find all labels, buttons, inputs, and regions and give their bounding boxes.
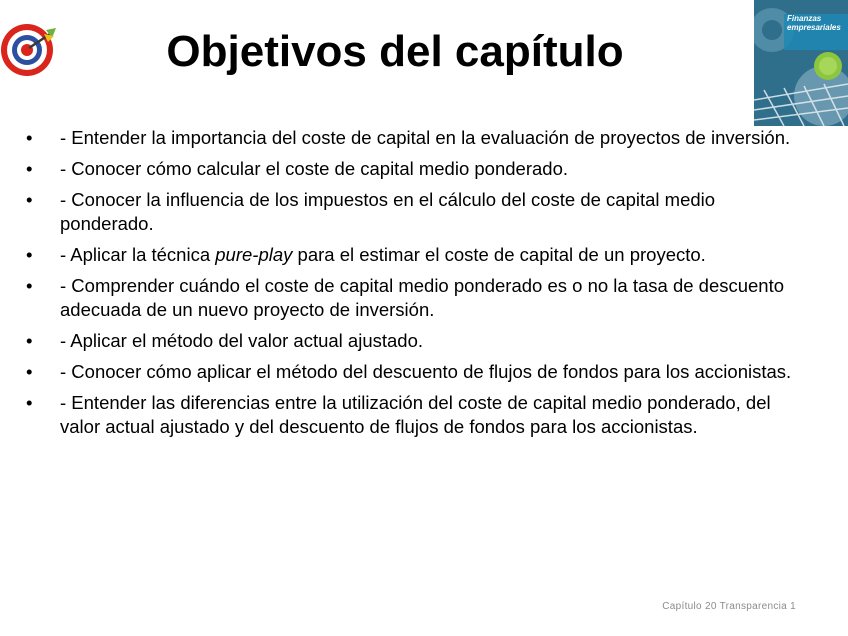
list-item bbox=[22, 126, 812, 150]
bullet: • bbox=[26, 330, 33, 351]
list-item bbox=[22, 274, 812, 322]
bullet: • bbox=[26, 158, 33, 179]
book-cover-title-line1: Finanzas bbox=[787, 14, 822, 23]
bullet: • bbox=[26, 392, 33, 413]
list-item bbox=[22, 188, 812, 236]
bullet: • bbox=[26, 244, 33, 265]
list-item bbox=[22, 391, 812, 439]
bullet: • bbox=[26, 361, 33, 382]
objective-text-after: para el estimar el coste de capital de un proyecto. bbox=[292, 244, 706, 265]
objective-text: - Conocer cómo aplicar el método del descuento de flujos de fondos para los accionistas. bbox=[60, 361, 792, 382]
objective-text: - Comprender cuándo el coste de capital medio ponderado es o no la tasa de descuento adecuada de un nuevo proyecto de inversión. bbox=[60, 275, 785, 320]
bullet: • bbox=[26, 189, 33, 210]
list-item bbox=[22, 360, 812, 384]
book-cover-image bbox=[754, 0, 848, 126]
objectives-list bbox=[22, 126, 812, 446]
objective-text: - Conocer cómo calcular el coste de capital medio ponderado. bbox=[60, 158, 569, 179]
objective-text: - Aplicar el método del valor actual ajustado. bbox=[60, 330, 424, 351]
page-title: Objetivos del capítulo bbox=[166, 27, 624, 76]
target-icon bbox=[0, 22, 60, 78]
list-item bbox=[22, 329, 812, 353]
objective-text: - Entender las diferencias entre la utilización del coste de capital medio ponderado, del valor actual ajustado y del descuento de flujos de fondos para los accionistas. bbox=[60, 392, 771, 437]
objective-text bbox=[60, 244, 706, 265]
objective-text: - Conocer la influencia de los impuestos en el cálculo del coste de capital medio ponderado. bbox=[60, 189, 716, 234]
objective-text: - Entender la importancia del coste de capital en la evaluación de proyectos de inversión. bbox=[60, 127, 791, 148]
list-item bbox=[22, 157, 812, 181]
slide-footer: Capítulo 20 Transparencia 1 bbox=[662, 601, 796, 612]
list-item bbox=[22, 243, 812, 267]
objective-emphasis: pure-play bbox=[215, 244, 293, 265]
book-cover-title-line2: empresariales bbox=[787, 23, 841, 32]
bullet: • bbox=[26, 127, 33, 148]
bullet: • bbox=[26, 275, 33, 296]
objective-text-before: - Aplicar la técnica bbox=[60, 244, 216, 265]
book-cover-title bbox=[787, 14, 847, 32]
